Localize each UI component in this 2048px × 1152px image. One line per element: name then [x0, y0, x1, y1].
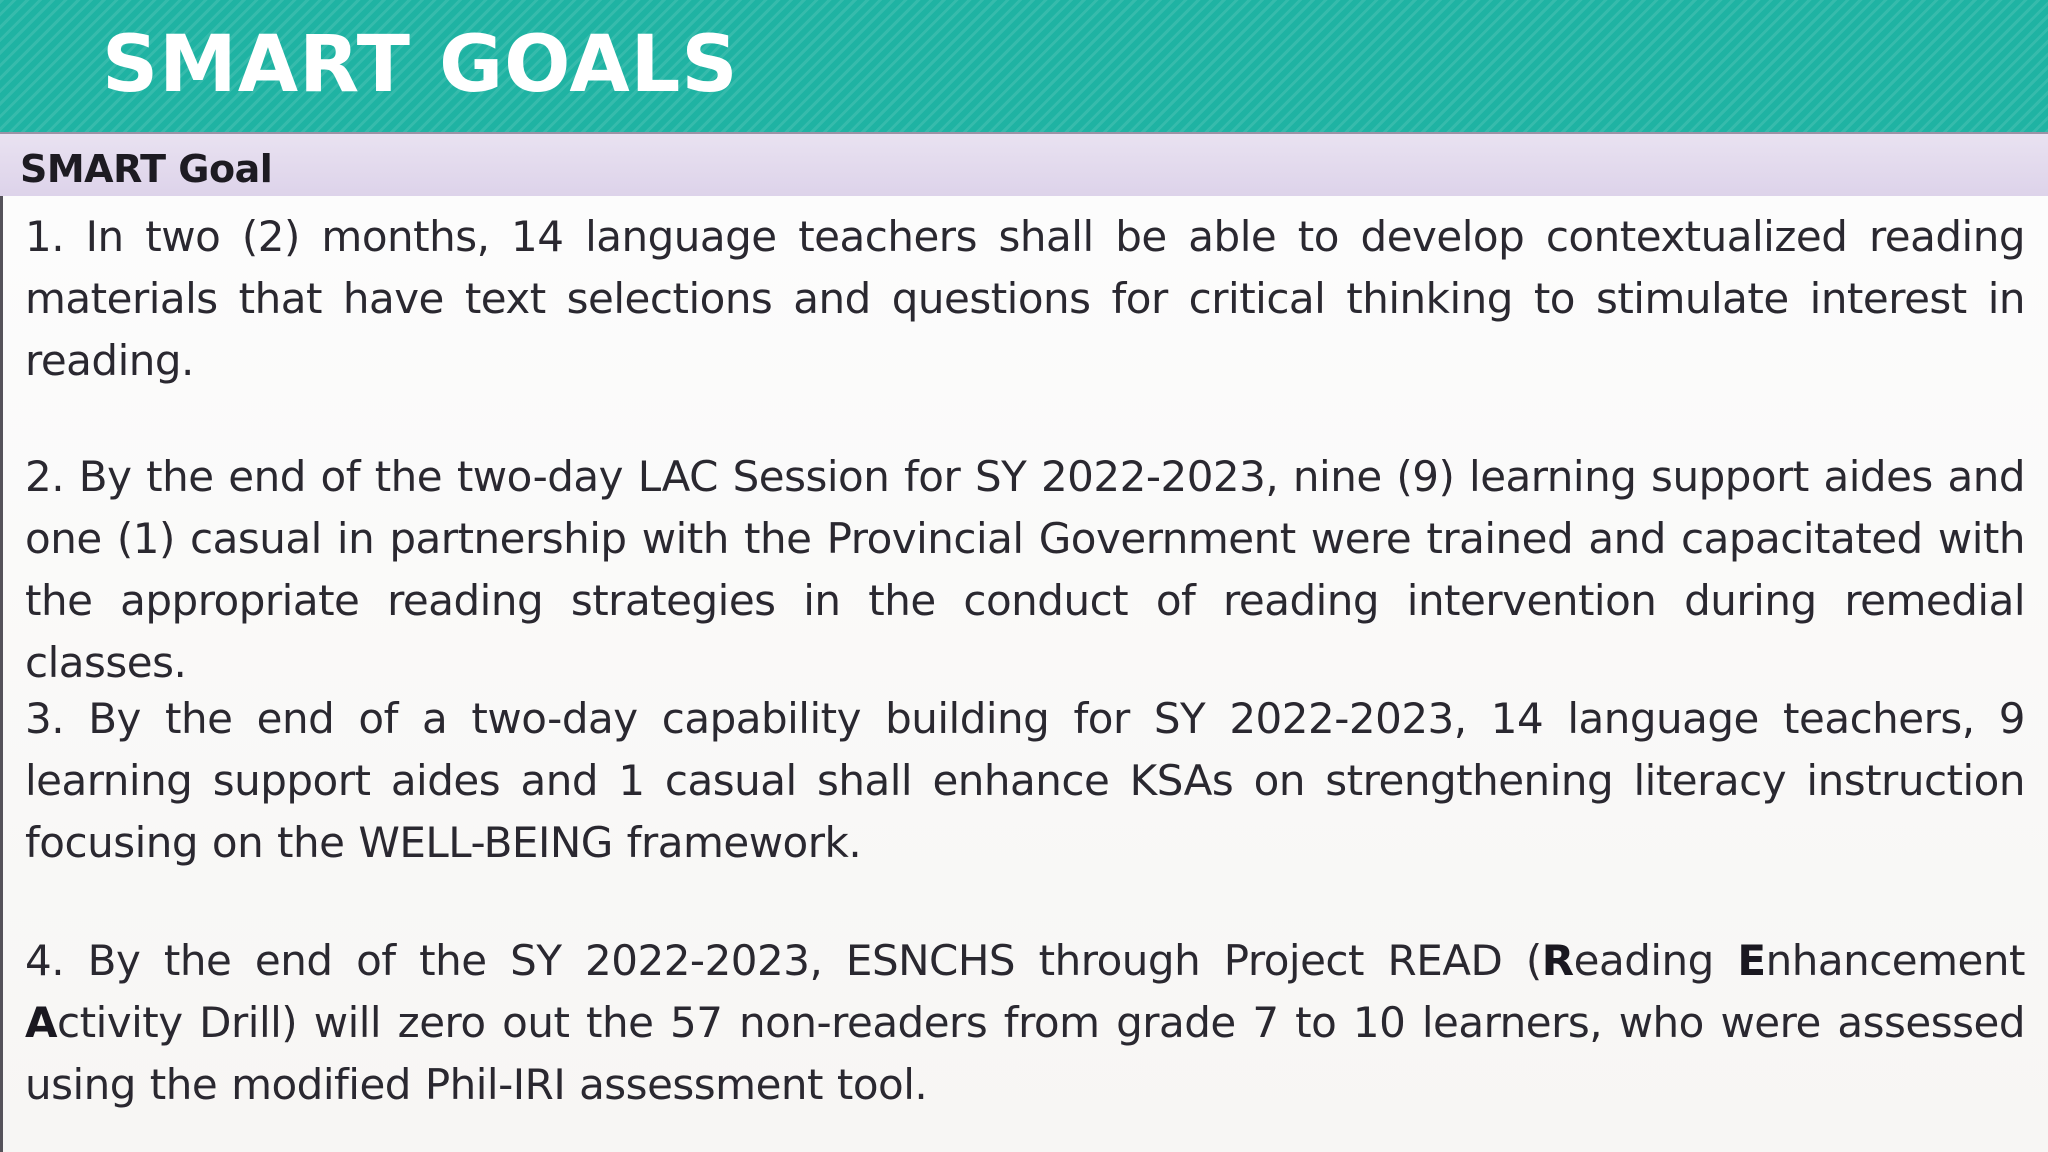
goal-4-text-start: 4. By the end of the SY 2022-2023, ESNCHS through Project READ ( — [25, 936, 1542, 985]
table-header-label: SMART Goal — [20, 147, 273, 191]
goal-item-1: 1. In two (2) months, 14 language teachers shall be able to develop contextualized reading materials that have text selections and questions for critical thinking to stimulate interest in reading. — [25, 212, 2025, 385]
acronym-letter-a: A — [25, 998, 58, 1047]
goals-table-body — [0, 196, 2048, 1152]
acronym-letter-e: E — [1737, 936, 1766, 985]
goal-item-4 — [25, 930, 2025, 1116]
goal-item-3: 3. By the end of a two-day capability building for SY 2022-2023, 14 language teachers, 9 learning support aides and 1 casual shall enhance KSAs on strengthening literacy instruction focusing on the WELL-BEING framework. — [25, 694, 2025, 867]
goal-4-text-enhancement: nhancement — [1765, 936, 2025, 985]
acronym-letter-r: R — [1541, 936, 1574, 985]
table-header — [0, 132, 2048, 198]
goal-item-2: 2. By the end of the two-day LAC Session for SY 2022-2023, nine (9) learning support aides and one (1) casual in partnership with the Provincial Government were trained and capacitated with the appropriate reading strategies in the conduct of reading intervention during remedial classes. — [25, 452, 2025, 687]
goal-4-text-reading: eading — [1573, 936, 1738, 985]
title-banner — [0, 0, 2048, 132]
goal-4-text-end: ctivity Drill) will zero out the 57 non-readers from grade 7 to 10 learners, who were assessed using the modified Phil-IRI assessment tool. — [25, 998, 2025, 1109]
slide-title: SMART GOALS — [102, 20, 739, 110]
